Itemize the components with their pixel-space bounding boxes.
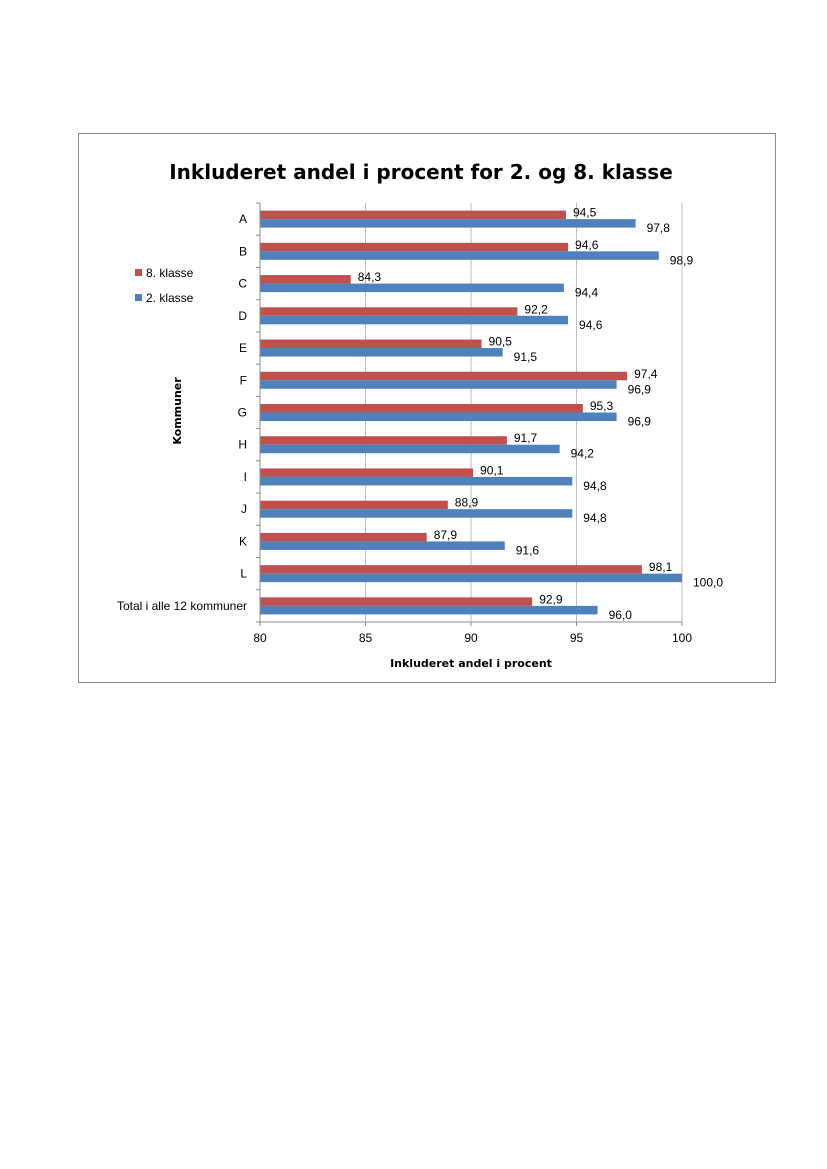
- data-label-8-klasse: 91,7: [513, 431, 538, 446]
- x-tick-label: 85: [358, 631, 373, 645]
- category-label: A: [238, 212, 247, 227]
- data-label-8-klasse: 88,9: [454, 495, 479, 510]
- bar-8-klasse: [260, 372, 627, 381]
- category-label: J: [241, 502, 247, 517]
- data-label-8-klasse: 98,1: [648, 560, 673, 575]
- bar-2-klasse: [260, 541, 505, 550]
- category-label: G: [237, 405, 247, 420]
- x-axis-title: Inkluderet andel i procent: [390, 657, 552, 670]
- data-label-2-klasse: 94,8: [583, 478, 607, 493]
- data-label-8-klasse: 90,1: [480, 463, 504, 478]
- legend-item-2-klasse-swatch: [135, 294, 142, 301]
- legend-item-2-klasse-label: 2. klasse: [146, 291, 194, 305]
- bar-2-klasse: [260, 606, 598, 615]
- y-axis-title: Kommuner: [171, 377, 184, 445]
- data-label-8-klasse: 90,5: [488, 334, 512, 349]
- category-label: K: [238, 534, 247, 549]
- data-label-2-klasse: 94,6: [579, 317, 603, 332]
- x-tick-label: 100: [671, 631, 693, 645]
- bar-2-klasse: [260, 251, 659, 260]
- data-label-2-klasse: 96,9: [627, 382, 651, 397]
- x-tick-label: 80: [253, 631, 267, 645]
- data-label-2-klasse: 91,5: [513, 350, 538, 365]
- legend-item-8-klasse-swatch: [135, 269, 142, 276]
- chart-title: Inkluderet andel i procent for 2. og 8. klasse: [169, 160, 673, 184]
- x-tick-label: 90: [464, 631, 478, 645]
- category-label: E: [238, 341, 247, 356]
- bar-2-klasse: [260, 574, 682, 583]
- data-label-2-klasse: 97,8: [646, 221, 670, 236]
- category-label: H: [238, 437, 247, 452]
- data-label-8-klasse: 84,3: [357, 270, 382, 285]
- legend-item-8-klasse-label: 8. klasse: [146, 266, 194, 280]
- bar-8-klasse: [260, 243, 568, 252]
- category-label: L: [240, 566, 247, 581]
- bar-8-klasse: [260, 275, 351, 284]
- bar-8-klasse: [260, 307, 517, 316]
- x-tick-label: 95: [569, 631, 584, 645]
- bar-2-klasse: [260, 509, 572, 518]
- data-label-8-klasse: 94,5: [572, 205, 597, 220]
- data-label-2-klasse: 96,0: [608, 607, 632, 622]
- category-label: C: [238, 276, 247, 291]
- legend: [135, 266, 194, 305]
- data-label-2-klasse: 94,4: [574, 285, 599, 300]
- bar-8-klasse: [260, 436, 507, 445]
- data-label-8-klasse: 87,9: [433, 527, 458, 542]
- data-label-2-klasse: 94,2: [570, 446, 594, 461]
- category-label: Total i alle 12 kommuner: [116, 598, 247, 613]
- bar-8-klasse: [260, 211, 566, 220]
- data-label-8-klasse: 92,9: [539, 592, 563, 607]
- bar-2-klasse: [260, 348, 503, 357]
- data-label-8-klasse: 92,2: [524, 302, 548, 317]
- bar-2-klasse: [260, 477, 572, 486]
- bar-2-klasse: [260, 316, 568, 325]
- bar-8-klasse: [260, 533, 427, 542]
- data-label-2-klasse: 91,6: [515, 543, 540, 558]
- bar-8-klasse: [260, 468, 473, 477]
- data-label-8-klasse: 97,4: [634, 366, 658, 381]
- category-label: D: [238, 308, 247, 323]
- category-label: B: [238, 244, 247, 259]
- bar-2-klasse: [260, 284, 564, 293]
- data-label-2-klasse: 94,8: [583, 511, 607, 526]
- chart-frame: [78, 133, 776, 683]
- data-label-2-klasse: 100,0: [693, 575, 724, 590]
- category-label: F: [239, 373, 247, 388]
- bar-8-klasse: [260, 501, 448, 510]
- bar-2-klasse: [260, 380, 617, 389]
- bar-2-klasse: [260, 445, 560, 454]
- bar-2-klasse: [260, 413, 617, 422]
- category-label: I: [243, 469, 247, 484]
- chart-svg: [79, 134, 777, 684]
- bar-8-klasse: [260, 565, 642, 574]
- data-label-2-klasse: 98,9: [669, 253, 694, 268]
- bar-8-klasse: [260, 404, 583, 413]
- bar-2-klasse: [260, 219, 636, 228]
- data-label-8-klasse: 94,6: [575, 237, 599, 252]
- bar-8-klasse: [260, 340, 482, 349]
- data-label-8-klasse: 95,3: [589, 399, 614, 413]
- data-label-2-klasse: 96,9: [627, 414, 651, 429]
- bar-8-klasse: [260, 597, 532, 606]
